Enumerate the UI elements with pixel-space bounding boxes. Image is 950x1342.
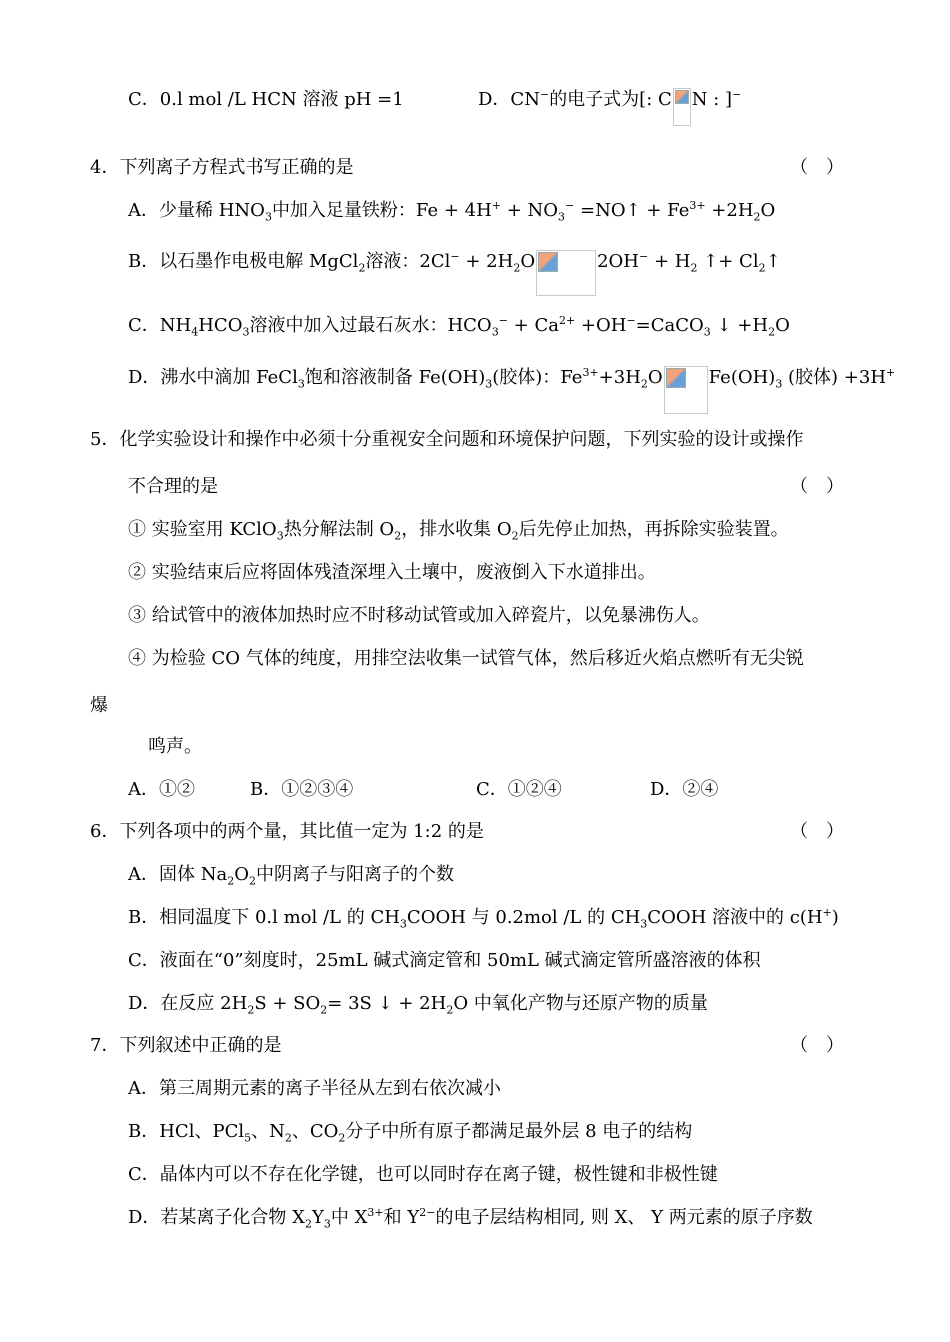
q5-item-2: ② 实验结束后应将固体残渣深埋入土壤中，废液倒入下水道排出。 [128, 562, 656, 583]
q5-item-4-wrap: 爆 [90, 695, 108, 716]
q4-option-d: D．沸水中滴加 FeCl$_3$饱和溶液制备 $Fe(OH)_3$(胶体)：$Fe^{3+}+3H_2O$ $Fe(OH)_3$ (胶体) +3H+ [128, 366, 895, 414]
q5-stem-cont: 不合理的是 [128, 476, 218, 497]
q5-option-d: D．②④ [650, 779, 719, 800]
q5-option-c: C．①②④ [476, 779, 562, 800]
q6-stem: 6．下列各项中的两个量，其比值一定为 1:2 的是 [90, 821, 484, 842]
q4-stem: 4．下列离子方程式书写正确的是 [90, 157, 354, 178]
q4-option-c: C．$NH_4HCO_3$溶液中加入过最石灰水：$HCO_3^- + Ca^{2+}$ +OH−=CaCO$_3$ ↓ $+H_2O$ [128, 314, 790, 339]
q7-option-b: B．HCl、PCl$_5$、$N_2$、$CO_2$分子中所有原子都满足最外层 8 电子的结构 [128, 1121, 693, 1145]
q7-option-c: C．晶体内可以不存在化学键，也可以同时存在离子键，极性键和非极性键 [128, 1164, 718, 1185]
broken-image-icon [673, 88, 691, 126]
q4-option-b: B．以石墨作电极电解 MgCl$_2$溶液：$2Cl^- + 2H_2O$ $2OH^- + H_2$ ↑+ $Cl_2↑$ [128, 250, 781, 296]
q7-option-d: D．若某离子化合物 $X_2Y_3$中 $X^{3+}$和 $Y^{2-}$的电子层结构相同, 则 X、 Y 两元素的原子序数 [128, 1206, 813, 1231]
q5-item-4-cont: 鸣声。 [148, 736, 202, 757]
q7-option-a: A．第三周期元素的离子半径从左到右依次减小 [128, 1078, 501, 1099]
q7-stem: 7．下列叙述中正确的是 [90, 1035, 282, 1056]
broken-image-icon [664, 366, 708, 414]
q5-item-3: ③ 给试管中的液体加热时应不时移动试管或加入碎瓷片，以免暴沸伤人。 [128, 605, 710, 626]
q5-item-4: ④ 为检验 CO 气体的纯度，用排空法收集一试管气体，然后移近火焰点燃听有无尖锐 [128, 648, 804, 669]
q7-answer-paren: （ ） [790, 1035, 844, 1056]
q5-answer-paren: （ ） [790, 476, 844, 497]
q6-option-b: B．相同温度下 0.l mol /L 的 $CH_3COOH$ 与 0.2mol /L 的 $CH_3COOH$ 溶液中的 c(H+) [128, 906, 839, 931]
q4-option-a: A．少量稀 $HNO_3$中加入足量铁粉：$Fe + 4H^+ + NO_3^-$ =NO↑ + $Fe^{3+} +2H_2O$ [128, 199, 776, 224]
q6-answer-paren: （ ） [790, 821, 844, 842]
broken-image-icon [536, 250, 596, 296]
q3-option-c: C．0.l mol /L HCN 溶液 pH =1 [128, 89, 404, 110]
q6-option-a: A．固体 $Na_2O_2$中阴离子与阳离子的个数 [128, 864, 454, 888]
q4-answer-paren: （ ） [790, 157, 844, 178]
q5-option-a: A．①② [128, 779, 195, 800]
q5-item-1: ① 实验室用 KClO$_3$热分解法制 $O_2$，排水收集 $O_2$后先停止加热，再拆除实验装置。 [128, 519, 789, 543]
q3-option-d: D．CN−的电子式为[: C N : ]− [478, 88, 741, 126]
q5-stem: 5．化学实验设计和操作中必须十分重视安全问题和环境保护问题，下列实验的设计或操作 [90, 429, 804, 450]
q6-option-c: C．液面在“0”刻度时，25mL 碱式滴定管和 50mL 碱式滴定管所盛溶液的体积 [128, 950, 761, 971]
q5-option-b: B．①②③④ [250, 779, 354, 800]
q6-option-d: D．在反应 $2H_2S + SO_2= 3S$ ↓ + $2H_2O$ 中氧化产物与还原产物的质量 [128, 993, 708, 1017]
